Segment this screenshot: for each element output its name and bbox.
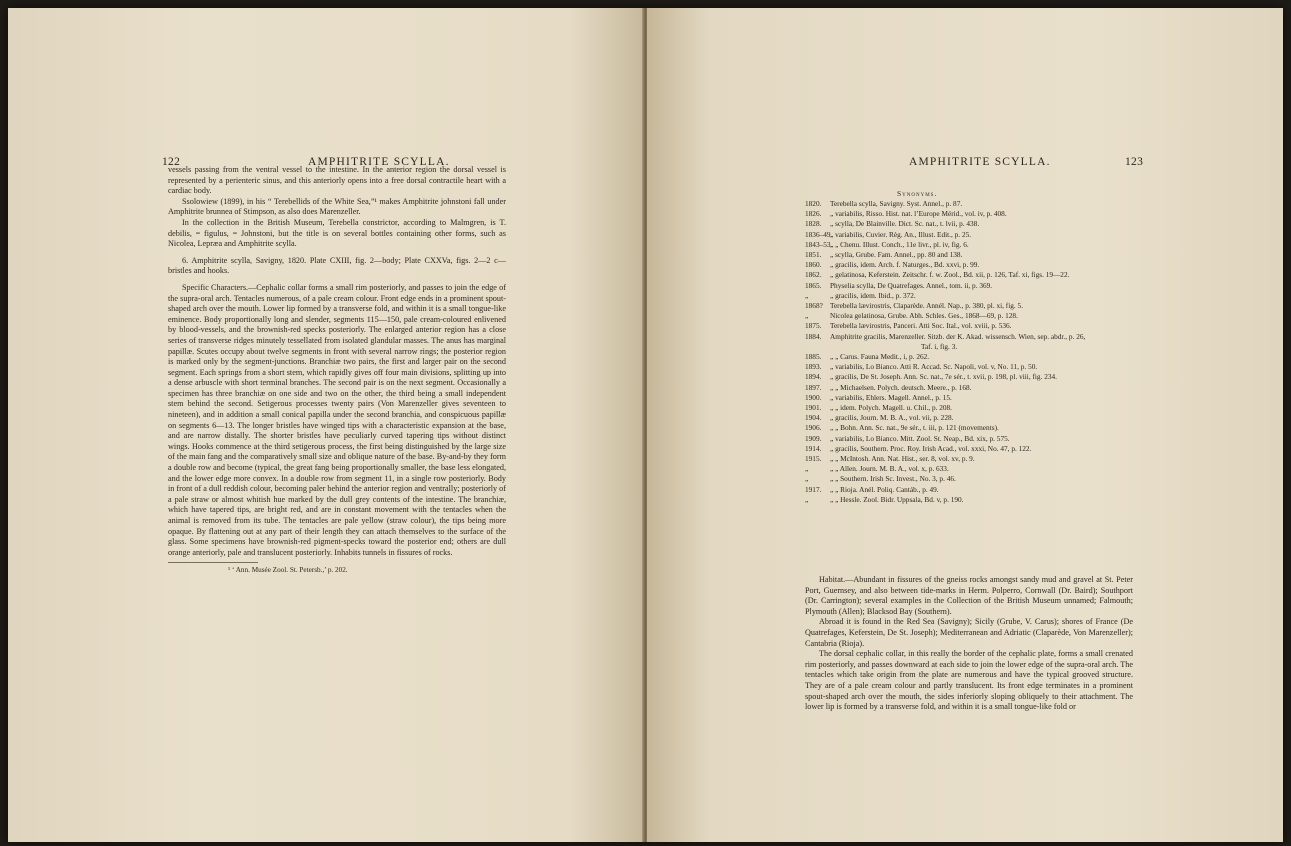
synonym-year: 1820. <box>805 199 822 208</box>
page-number: 122 <box>162 156 181 168</box>
synonym-citation: „ „ Carus. Fauna Medit., i, p. 262. <box>830 352 930 362</box>
synonym-citation: Terebella lævirostris, Panceri. Atti Soc. Ital., vol. xviii, p. 536. <box>830 321 1012 331</box>
synonym-year: 1865. <box>805 280 822 290</box>
synonym-citation: „ „ McIntosh. Ann. Nat. Hist., ser. 8, vol. xv, p. 9. <box>830 454 975 464</box>
synonym-citation: „ variabilis, Risso. Hist. nat. l’Europe Mérid., vol. iv, p. 408. <box>830 209 1007 219</box>
synonym-entry <box>805 321 1145 331</box>
synonym-citation: „ gracilis, De St. Joseph. Ann. Sc. nat., 7e sér., t. xvii, p. 198, pl. viii, fig. 234. <box>830 372 1057 382</box>
synonym-citation: „ „ Allen. Journ. M. B. A., vol. x, p. 633. <box>830 464 949 474</box>
synonym-entry <box>805 240 1145 250</box>
synonym-citation: „ gracilis, idem. Arch. f. Naturges., Bd. xxvi, p. 99. <box>830 260 980 270</box>
synonym-year: 1843–53. <box>805 239 833 249</box>
synonym-year: „ <box>805 474 809 484</box>
synonym-year: 1828. <box>805 219 822 229</box>
synonym-entry <box>805 464 1145 474</box>
synonym-citation: „ scylla, De Blainville. Dict. Sc. nat., t. lvii, p. 438. <box>830 219 980 229</box>
synonym-year: „ <box>805 311 809 321</box>
synonym-entry <box>805 434 1145 444</box>
synonym-year: 1862. <box>805 270 822 280</box>
synonym-citation: „ „ idem. Polych. Magell. u. Chil., p. 208. <box>830 403 953 413</box>
synonym-entry <box>805 454 1145 464</box>
synonym-entry <box>805 485 1145 495</box>
synonym-citation: „ „ Chenu. Illust. Conch., 11e livr., pl. iv, fig. 6. <box>830 239 969 249</box>
synonym-year: 1868? <box>805 301 823 311</box>
synonym-year: „ <box>805 290 809 300</box>
synonym-citation: Terebella lævirostris, Claparède. Annél. Nap., p. 380, pl. xi, fig. 5. <box>830 301 1024 311</box>
synonym-citation: „ „ Hessle. Zool. Bidr. Uppsala, Bd. v, p. 190. <box>830 494 964 504</box>
synonym-entry <box>805 474 1145 484</box>
synonym-citation: Physelia scylla, De Quatrefages. Annel., tom. ii, p. 369. <box>830 280 993 290</box>
synonym-year: 1897. <box>805 382 822 392</box>
synonym-citation: „ scylla, Grube. Fam. Annel., pp. 80 and 138. <box>830 250 963 260</box>
synonym-entry <box>805 444 1145 454</box>
synonym-year: 1917. <box>805 484 822 494</box>
synonym-entry <box>805 332 1145 342</box>
book-spread <box>8 8 1283 842</box>
synonym-citation: Amphitrite gracilis, Marenzeller. Sitzb. der K. Akad. wissensch. Wien, sep. abdr., p. 26, <box>830 331 1086 341</box>
paragraph: vessels passing from the ventral vessel to the intestine. In the anterior region the dorsal vessel is represented by a perienteric sinus, and this anteriorly opens into a free dorsal contractile heart with a cardiac body. <box>168 165 506 196</box>
synonym-year: 1851. <box>805 250 822 260</box>
synonym-entry <box>805 250 1145 260</box>
synonym-entry <box>805 393 1145 403</box>
synonym-year: 1893. <box>805 362 822 372</box>
synonym-list <box>805 199 1145 505</box>
synonym-citation: „ gelatinosa, Keferstein. Zeitschr. f. w. Zool., Bd. xii, p. 126, Taf. xi, figs. 19—22. <box>830 270 1070 280</box>
synonym-entry <box>805 219 1145 229</box>
synonym-citation: Nicolea gelatinosa, Grube. Abh. Schles. Ges., 1868—69, p. 128. <box>830 311 1018 321</box>
synonym-entry <box>805 383 1145 393</box>
synonym-entry <box>805 199 1145 209</box>
synonym-year: 1826. <box>805 209 822 219</box>
paragraph: In the collection in the British Museum, Terebella constrictor, according to Malmgren, is T. debilis, = figulus, = Johnstoni, but the title is on several bottles containing other forms, such as Nicolea, Lepræa and Amphitrite scylla. <box>168 217 506 249</box>
synonym-year: 1915. <box>805 454 822 464</box>
synonym-entry <box>805 352 1145 362</box>
paragraph: Specific Characters.—Cephalic collar forms a small rim posteriorly, and passes to join the edge of the supra-oral arch. Tentacles numerous, of a pale cream colour. Front edge ends in a prominent spout-shaped arch over the mouth. Lower lip formed by a transverse fold, and within it is a small tongue-like eminence. Body proportionally long and slender, segments 115—150, pale cream-coloured enlivened by blood-vessels, and the brownish-red specks posteriorly. The enlarged anterior region has a close series of transverse ridges minutely tessellated from isolated glandular masses. The anus has marginal papillæ. Scutes occupy about twelve segments in front with several narrow rings; the posterior region is marked only by the segment-junctions. Branchiæ two pairs, the first and larger pair on the second segment. Each springs from a short stem, which rapidly gives off four main divisions, splitting up into a dense arbuscle with short terminal branches. The second pair is on the next segment. Occasionally a specimen has three branchiæ on one side and two on the other, the third being a small independent stem behind the second. Setigerous processes twenty pairs (Von Marenzeller gives seventeen to nineteen), and in addition a small conical papilla under the second branchia, and conspicuous papillæ on segments 6—13. The longer bristles have winged tips with a characteristic expansion at the base, and are narrow distally. The shorter bristles have peculiarly curved tapering tips without distinct wings. Hooks commence at the third setigerous process, the first being distinguished by the large size of the main fang and the comparatively small size and oblique nature of the base. By-and-by they form a double row and become (typical, the great fang being proportionally smaller, the base less elongated, and the lower edge more convex. In a double row from segment 11, in a single row posteriorly. Body in front of a dull reddish colour, becoming paler behind the anterior region and ventrally; posteriorly of a pale straw or almost whitish hue marked by the dull grey contents of the intestine. The branchiæ, which have tapered tips, are bright red, and are in constant movement with the tentacles when the animal is removed from its tube. The tentacles are pale yellow (straw colour), the tips being more opaque. By flattening out at any part of their length they can attach themselves to the surface of the glass. Some specimens have brownish-red pigment-specks toward the posterior end; others are dull orange anteriorly, pale and translucent posteriorly. Inhabits tunnels in fissures of rocks. <box>168 282 506 557</box>
synonym-citation: „ gracilis, Journ. M. B. A., vol. vii, p. 228. <box>830 413 954 423</box>
synonym-entry <box>805 311 1145 321</box>
running-head: AMPHITRITE SCYLLA. <box>909 156 1051 168</box>
synonym-citation: „ „ Michaelsen. Polych. deutsch. Meere., p. 168. <box>830 382 972 392</box>
synonym-entry <box>805 209 1145 219</box>
body-text <box>805 575 1133 713</box>
synonym-citation: Terebella scylla, Savigny. Syst. Annel., p. 87. <box>830 199 963 208</box>
right-page <box>647 8 1283 842</box>
synonym-citation: „ variabilis, Ehlers. Magell. Annel., p. 15. <box>830 392 952 402</box>
synonym-entry <box>805 301 1145 311</box>
synonym-year: 1885. <box>805 352 822 362</box>
synonym-year: 1914. <box>805 443 822 453</box>
synonym-year: 1894. <box>805 372 822 382</box>
synonym-citation: „ variabilis, Cuvier. Règ. An., Illust. Edit., p. 25. <box>830 229 972 239</box>
synonym-year: 1875. <box>805 321 822 331</box>
synonym-entry <box>805 495 1145 505</box>
synonym-entry <box>805 291 1145 301</box>
synonym-year: 1904. <box>805 413 822 423</box>
species-heading: 6. Amphitrite scylla, Savigny, 1820. Plate CXIII, fig. 2—body; Plate CXXVa, figs. 2—2 c—bristles and hooks. <box>168 255 506 276</box>
synonym-citation: „ gracilis, idem. Ibid., p. 372. <box>830 290 916 300</box>
synonym-entry <box>805 423 1145 433</box>
synonym-entry <box>805 260 1145 270</box>
synonym-entry <box>805 403 1145 413</box>
synonym-year: „ <box>805 464 809 474</box>
synonym-entry <box>805 342 1145 352</box>
synonym-entry <box>805 362 1145 372</box>
synonym-citation: „ „ Rioja. Anél. Poliq. Cantáb., p. 49. <box>830 484 939 494</box>
synonym-entry <box>805 270 1145 280</box>
synonym-citation: „ gracilis, Southern. Proc. Roy. Irish Acad., vol. xxxi, No. 47, p. 122. <box>830 443 1032 453</box>
footnote: ¹ ‘ Ann. Musée Zool. St. Petersb.,’ p. 202. <box>228 566 348 575</box>
paragraph: Ssolowiew (1899), in his “ Terebellids of the White Sea,”¹ makes Amphitrite johnstoni fall under Amphitrite brunnea of Stimpson, as also does Marenzeller. <box>168 196 506 217</box>
synonym-year: 1836–49. <box>805 229 833 239</box>
paragraph: Habitat.—Abundant in fissures of the gneiss rocks amongst sandy mud and gravel at St. Peter Port, Guernsey, and also between tide-marks in Herm. Polperro, Cornwall (Dr. Baird); Southport (Dr. Carrington); several examples in the Collection of the British Museum unnamed; Falmouth; Plymouth (Allen); Blacksod Bay (Southern). <box>805 575 1133 616</box>
paragraph: Abroad it is found in the Red Sea (Savigny); Sicily (Grube, V. Carus); shores of France (De Quatrefages, Keferstein, De St. Joseph); Mediterranean and Adriatic (Claparède, Von Marenzeller); Cantabria (Rioja). <box>805 617 1133 648</box>
synonym-year: 1906. <box>805 423 822 433</box>
paragraph: The dorsal cephalic collar, in this really the border of the cephalic plate, forms a small crenated rim posteriorly, and passes downward at each side to join the lower edge of the supra-oral arch. The tentacles which take origin from the plate are numerous and have the typical grooved structure. They are of a pale cream colour and partly translucent. Its front edge terminates in a prominent spout-shaped arch over the mouth, the sides inferiorly sloping obliquely to their attachment. The lower lip is formed by a transverse fold, and within it is a small tongue-like fold or <box>805 649 1133 712</box>
synonym-citation: „ „ Southern. Irish Sc. Invest., No. 3, p. 46. <box>830 474 956 484</box>
synonym-entry <box>805 413 1145 423</box>
synonym-year: 1860. <box>805 260 822 270</box>
synonym-citation: „ variabilis, Lo Bianco. Mitt. Zool. St. Neap., Bd. xix, p. 575. <box>830 433 1010 443</box>
synonym-year: 1901. <box>805 403 822 413</box>
synonym-entry <box>805 372 1145 382</box>
page-number: 123 <box>1125 156 1144 168</box>
synonym-year: 1900. <box>805 392 822 402</box>
synonym-citation: Taf. i, fig. 3. <box>921 341 958 351</box>
synonym-citation: „ variabilis, Lo Bianco. Atti R. Accad. Sc. Napoli, vol. v, No. 11, p. 50. <box>830 362 1038 372</box>
synonym-year: 1884. <box>805 331 822 341</box>
synonym-entry <box>805 281 1145 291</box>
running-head: AMPHITRITE SCYLLA. <box>308 156 450 168</box>
synonym-entry <box>805 230 1145 240</box>
synonym-year: „ <box>805 494 809 504</box>
synonym-citation: „ „ Bohn. Ann. Sc. nat., 9e sér., t. iii, p. 121 (movements). <box>830 423 999 433</box>
synonyms-heading: Synonyms. <box>897 189 938 198</box>
left-page <box>8 8 644 842</box>
synonym-year: 1909. <box>805 433 822 443</box>
body-text <box>168 165 506 576</box>
